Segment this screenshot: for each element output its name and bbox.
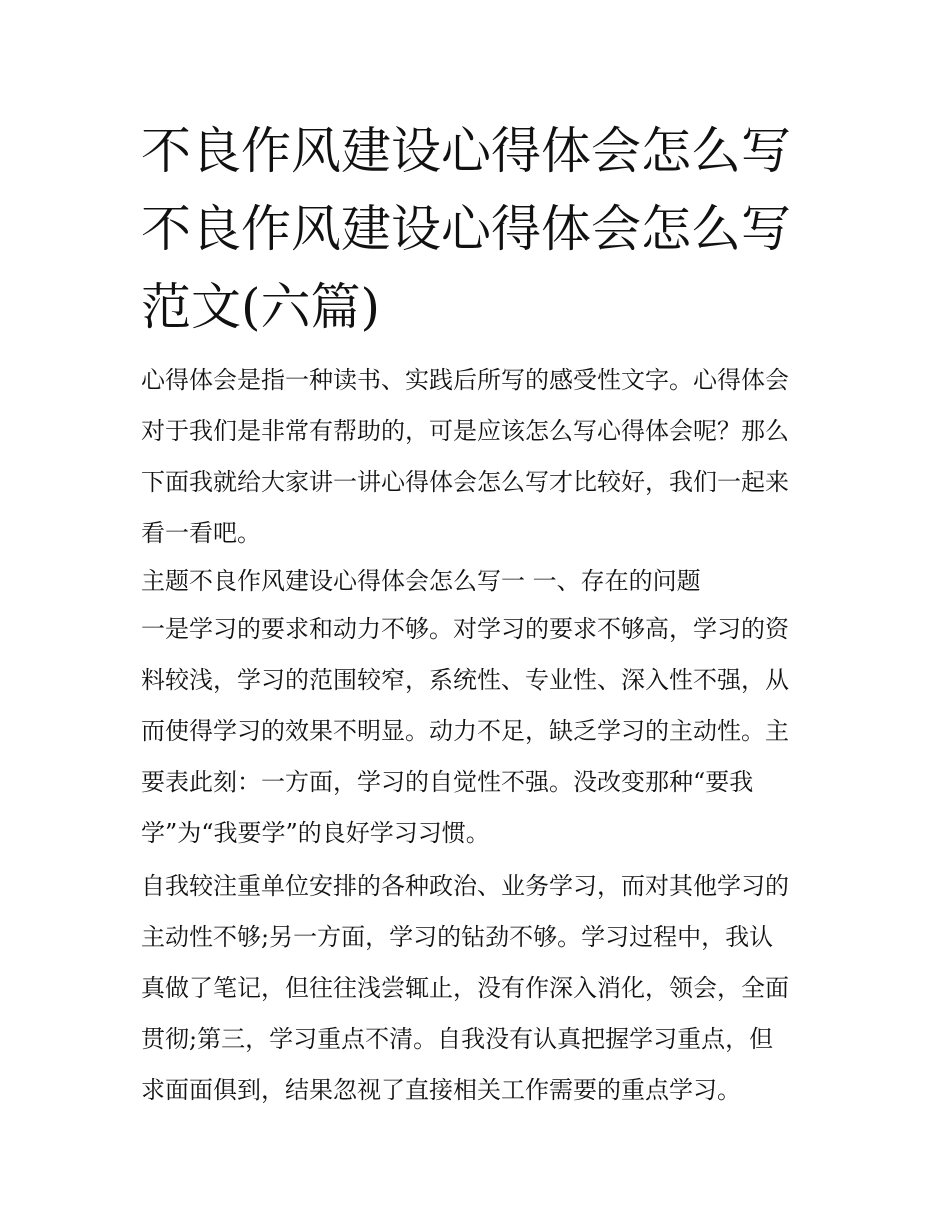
title-line: 范文(六篇) [141, 278, 381, 336]
text-line: 真做了笔记，但往往浅尝辄止，没有作深入消化，领会，全面 [141, 974, 789, 1002]
text-line: 求面面俱到，结果忽视了直接相关工作需要的重点学习。 [141, 1076, 741, 1104]
text-line: 要表此刻：一方面，学习的自觉性不强。没改变那种“要我 [141, 768, 754, 796]
title-line: 不良作风建设心得体会怎么写 [141, 200, 791, 258]
text-line: 学”为“我要学”的良好学习习惯。 [141, 819, 490, 847]
text-line: 心得体会是指一种读书、实践后所写的感受性文字。心得体会 [141, 366, 789, 394]
text-line: 对于我们是非常有帮助的，可是应该怎么写心得体会呢？那么 [141, 417, 789, 445]
text-line: 自我较注重单位安排的各种政治、业务学习，而对其他学习的 [141, 872, 789, 900]
text-line: 下面我就给大家讲一讲心得体会怎么写才比较好，我们一起来 [141, 468, 789, 496]
document-title [141, 112, 821, 346]
section-heading-text: 主题不良作风建设心得体会怎么写一 一、存在的问题 [141, 567, 701, 595]
intro-paragraph [141, 355, 821, 559]
section-heading [141, 557, 821, 605]
title-line: 不良作风建设心得体会怎么写 [141, 122, 791, 180]
text-line: 一是学习的要求和动力不够。对学习的要求不够高，学习的资 [141, 615, 789, 643]
problem-paragraph-2 [141, 861, 821, 1116]
text-line: 而使得学习的效果不明显。动力不足，缺乏学习的主动性。主 [141, 717, 789, 745]
text-line: 主动性不够;另一方面，学习的钻劲不够。学习过程中，我认 [141, 923, 774, 951]
text-line: 贯彻;第三，学习重点不清。自我没有认真把握学习重点，但 [141, 1025, 774, 1053]
problem-paragraph-1 [141, 604, 821, 859]
text-line: 料较浅，学习的范围较窄，系统性、专业性、深入性不强，从 [141, 666, 789, 694]
text-line: 看一看吧。 [141, 519, 261, 547]
